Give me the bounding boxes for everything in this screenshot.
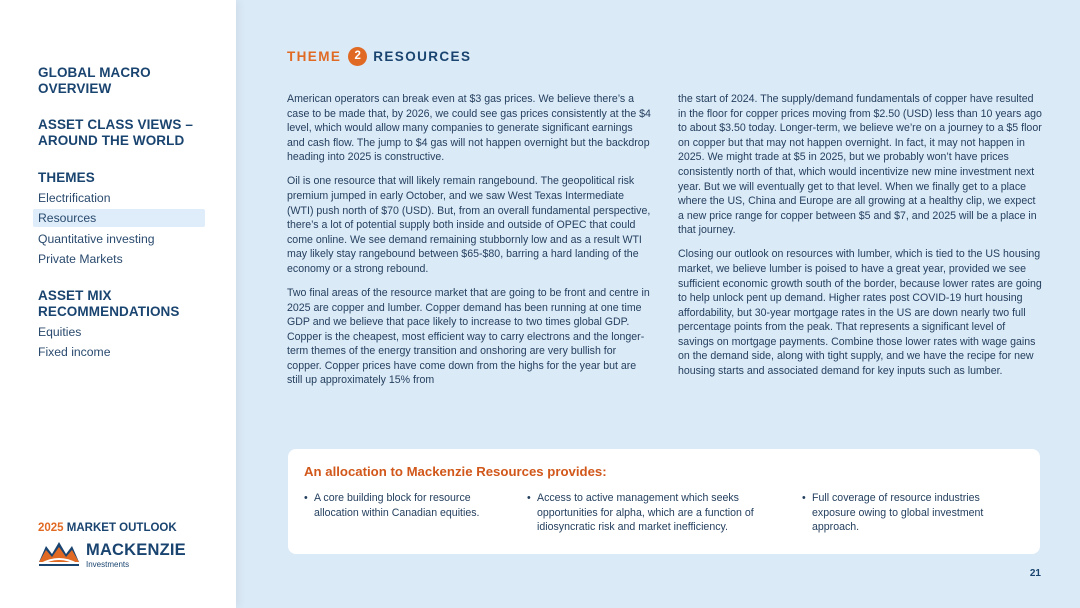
sidebar-item-label: Private Markets: [38, 252, 123, 266]
sidebar-item-label: Equities: [38, 325, 82, 339]
callout-bullet: [802, 491, 1012, 535]
logo-name: MACKENZIE: [86, 541, 186, 559]
page-number: 21: [1029, 568, 1041, 579]
sidebar-item-equities[interactable]: [33, 323, 205, 341]
sidebar-item-electrification[interactable]: [33, 189, 205, 207]
outlook-year: 2025: [38, 522, 64, 534]
theme-name: RESOURCES: [373, 48, 472, 64]
bullet-dot: •: [304, 492, 308, 504]
bullet-dot: •: [527, 492, 531, 504]
sidebar-item-label: Electrification: [38, 191, 111, 205]
body-column-right: [678, 92, 1042, 388]
sidebar-item-private-markets[interactable]: [33, 250, 205, 268]
nav-heading-asset-class-views[interactable]: [38, 117, 193, 149]
nav-heading-line: THEMES: [38, 170, 95, 185]
paragraph: Oil is one resource that will likely remain rangebound. The geopolitical risk premium jumped in early October, and we saw West Texas Intermediate (WTI) push north of $70 (USD). But, from an overall fundamental perspective, there’s a lot of potential supply both inside and outside of OPEC that could come online. We see demand remaining stubbornly low and as a result WTI may likely stay rangebound between $65-$80, barring a hard landing of the economy or a strong rebound.: [287, 175, 651, 275]
nav-heading-global-macro[interactable]: [38, 65, 151, 97]
logo-subtitle: Investments: [86, 560, 130, 569]
allocation-callout: [288, 449, 1040, 554]
paragraph: the start of 2024. The supply/demand fundamentals of copper have resulted in the floor for copper prices moving from $2.50 (USD) less than 10 years ago to about $3.50 today. Longer-term, we believe we’re on a journey to a $5 floor on copper but that may not happen overnight. In fact, it may not happen in 2025. We might trade at $5 in 2025, but we probably won’t have prices consistently north of that, which would incentivize new mine investment next year. But we will eventually get to that level. When we finally get to a place where the US, China and Europe are all growing at a healthy clip, we expect a new price range for copper between $5 and $7, and 2025 will be a place in that journey.: [678, 93, 1042, 237]
mackenzie-logo: [38, 540, 188, 572]
callout-title: An allocation to Mackenzie Resources provides:: [304, 464, 607, 479]
theme-number-badge: 2: [348, 47, 367, 66]
nav-heading-themes[interactable]: [38, 170, 95, 186]
sidebar-item-quantitative-investing[interactable]: [33, 230, 205, 248]
theme-label: THEME: [287, 48, 342, 64]
callout-bullet: [304, 491, 514, 520]
sidebar-item-label: Resources: [38, 211, 97, 225]
bullet-text: A core building block for resource allocation within Canadian equities.: [314, 492, 480, 519]
callout-bullet: [527, 491, 777, 535]
body-column-left: [287, 92, 651, 397]
nav-heading-line: ASSET MIX RECOMMENDATIONS: [38, 288, 180, 319]
sidebar-item-resources[interactable]: [33, 209, 205, 227]
sidebar: [0, 0, 236, 608]
bullet-text: Access to active management which seeks opportunities for alpha, which are a function of idiosyncratic risk and market inefficiency.: [537, 492, 754, 534]
sidebar-item-fixed-income[interactable]: [33, 343, 205, 361]
paragraph: Two final areas of the resource market that are going to be front and centre in 2025 are copper and lumber. Copper demand has been running at one time GDP and we believe that pace likely to increase to two times global GDP. Copper is the cheapest, most efficient way to carry electrons and the longer-term themes of the energy transition and onshoring are very bullish for copper. Copper prices have come down from the highs for the year but are still up approximately 15% from: [287, 286, 650, 387]
bullet-dot: •: [802, 492, 806, 504]
market-outlook-label: [38, 522, 177, 534]
nav-heading-line: ASSET CLASS VIEWS – AROUND THE WORLD: [38, 117, 193, 148]
sidebar-item-label: Quantitative investing: [38, 232, 155, 246]
nav-heading-line: GLOBAL MACRO OVERVIEW: [38, 65, 151, 96]
mackenzie-logo-icon: [38, 540, 80, 566]
nav-heading-asset-mix[interactable]: [38, 288, 180, 320]
bullet-text: Full coverage of resource industries exposure owing to global investment approach.: [812, 492, 984, 534]
sidebar-item-label: Fixed income: [38, 345, 111, 359]
outlook-text: MARKET OUTLOOK: [66, 522, 177, 534]
paragraph: American operators can break even at $3 gas prices. We believe there’s a case to be made that, by 2026, we could see gas prices consistently at the $4 level, which would allow many companies to generate significant earnings and cash flow. The jump to $4 gas will not happen overnight but the backdrop heading into 2025 is constructive.: [287, 93, 651, 164]
page-title: [287, 45, 471, 67]
paragraph: Closing our outlook on resources with lumber, which is tied to the US housing market, we believe lumber is poised to have a great year, provided we see sufficient economic growth south of the border, because lower rates are going to help unlock pent up demand. Higher rates post COVID-19 hurt housing affordability, but 30-year mortgage rates in the US are down nearly two full percentage points from the peak. That represents a significant level of savings on mortgage payments. Combine those lower rates with wage gains on the demand side, along with tight supply, and we have the recipe for new housing starts and associated demand for key inputs such as lumber.: [678, 248, 1042, 378]
